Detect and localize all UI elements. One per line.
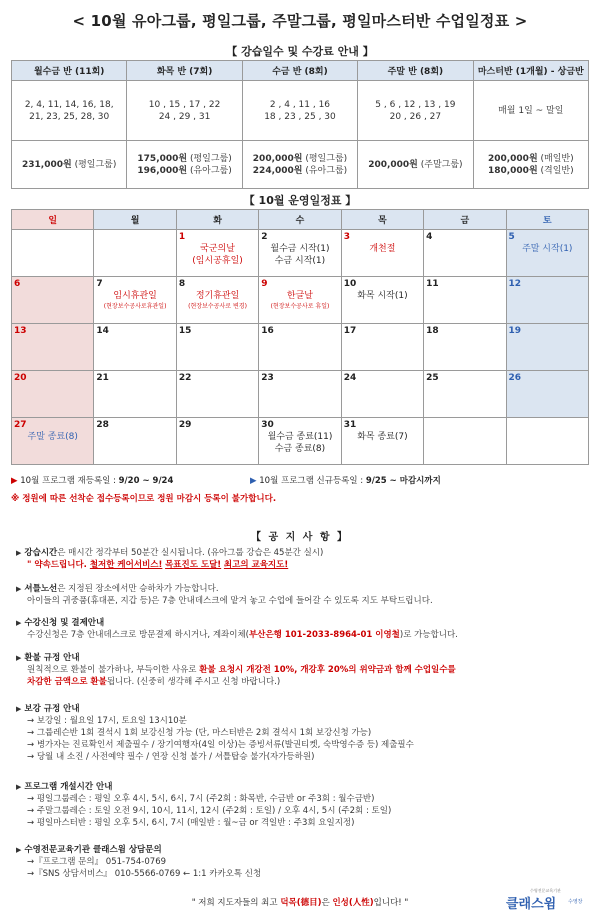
calendar-day-number: 14 (96, 326, 109, 336)
calendar-day-number: 7 (96, 279, 103, 289)
calendar-event: 주말 종료(8) (27, 432, 78, 442)
fee-dates-cell: 5 , 6 , 12 , 13 , 19 20 , 26 , 27 (358, 81, 473, 141)
calendar-day-cell (12, 324, 94, 371)
calendar-day-cell (94, 230, 176, 277)
calendar-day-number: 29 (178, 420, 192, 430)
calendar-day-number: 6 (14, 279, 21, 289)
calendar-day-cell (424, 230, 506, 277)
fee-header: 마스터반 (1개월) - 상금반 (473, 61, 588, 81)
calendar-day-cell (259, 418, 341, 465)
calendar-event: (임시공휴일) (192, 256, 243, 266)
bullet-triangle-icon: ▶ (16, 549, 22, 557)
fee-header: 월수금 반 (11회) (12, 61, 127, 81)
bullet-triangle-icon: ▶ (16, 846, 22, 854)
calendar-event: (현장보수공사로휴관일) (103, 303, 167, 310)
arrow-right-icon: ▶ (11, 476, 18, 486)
calendar-day-cell (424, 324, 506, 371)
calendar-weekday-header: 일 (12, 210, 94, 230)
calendar-event: 월수금 시작(1) (270, 244, 330, 254)
calendar-day-cell (12, 277, 94, 324)
calendar-event: 수금 종료(8) (274, 444, 326, 454)
calendar-event: 국군의날 (200, 244, 235, 254)
bullet-triangle-icon: ▶ (16, 619, 22, 627)
calendar-day-cell (176, 371, 258, 418)
calendar-day-cell (94, 418, 176, 465)
calendar-day-cell (94, 324, 176, 371)
calendar-day-number: 3 (343, 232, 350, 242)
calendar-day-number: 13 (14, 326, 27, 336)
calendar-day-number: 22 (178, 373, 192, 383)
calendar-day-cell (176, 277, 258, 324)
calendar-day-cell (506, 230, 588, 277)
fee-dates-cell: 매월 1일 ~ 말일 (473, 81, 588, 141)
calendar-day-cell (12, 230, 94, 277)
calendar-day-number: 10 (343, 279, 357, 289)
notice-program-hours: ▶ 프로그램 개설시간 안내 → 평일그룹레슨 : 평일 오후 4시, 5시, 6시, 7시 (주2회 : 화목반, 수금반 or 주3회 : 월수금반) → 주말그룹레슨 : 토일 오전 9시, 10시, 11시, 12시 (주2회 : 토일) / 오후 4시, 5시 (주2회 : 토일) → 평일마스터반 : 평일 오후 5시, 6시, 7시 (매일반 : 월~금 or 격일반 : 주3회 요일지정) (16, 782, 392, 828)
calendar-day-number: 8 (178, 279, 186, 289)
calendar-day-number: 27 (14, 420, 27, 430)
notice-title: 【 공 지 사 항 】 (250, 532, 350, 543)
fee-header: 화목 반 (7회) (127, 61, 242, 81)
calendar-day-number: 2 (261, 232, 268, 242)
calendar-day-number: 31 (343, 420, 357, 430)
calendar-day-cell (12, 418, 94, 465)
calendar-day-cell (506, 418, 588, 465)
notice-makeup: ▶ 보강 규정 안내 → 보강일 : 월요일 17시, 토요일 13시10분 → 그룹레슨반 1회 결석시 1회 보강신청 가능 (단, 마스터반은 2회 결석시 1회 보강신청 가능) → 병가자는 진료확인서 제출필수 / 장기여행자(4일 이상)는 증빙서류(발권티켓, 숙박영수증 등) 제출필수 → 당월 내 소진 / 사전예약 필수 / 연장 신청 불가 / 셔틀탑승 불가(자가등하원) (16, 704, 414, 762)
calendar-event: 주말 시작(1) (522, 244, 573, 254)
calendar-day-cell (341, 324, 423, 371)
fee-header: 수금 반 (8회) (242, 61, 357, 81)
re-registration-notice: ▶ 10월 프로그램 재등록일 : 9/20 ~ 9/24 (11, 476, 174, 486)
calendar-day-cell (424, 371, 506, 418)
calendar-day-number: 17 (343, 326, 357, 336)
fee-section-title: 【 강습일수 및 수강료 안내 】 (226, 45, 374, 58)
calendar-day-number: 23 (261, 373, 274, 383)
calendar-day-number: 28 (96, 420, 109, 430)
calendar-day-number: 18 (426, 326, 439, 336)
calendar-day-cell (259, 277, 341, 324)
notice-payment: ▶ 수강신청 및 결제안내 수강신청은 7층 안내데스크로 방문결제 하시거나, 계좌이체(부산은행 101-2033-8964-01 이영철)로 가능합니다. (16, 618, 458, 640)
fee-table (11, 60, 589, 189)
calendar-event: 개천절 (369, 244, 396, 254)
calendar-day-number: 25 (426, 373, 439, 383)
notice-refund: ▶ 환불 규정 안내 원칙적으로 환불이 불가하나, 부득이한 사유로 환불 요청시 개강전 10%, 개강후 20%의 위약금과 함께 수업일수를 차감한 금액으로 환불됩니다. (신중히 생각해 주시고 신청 바랍니다.) (16, 653, 456, 687)
calendar-day-number: 19 (508, 326, 522, 336)
arrow-right-icon: ▶ (250, 476, 257, 486)
calendar-day-cell (506, 371, 588, 418)
calendar-day-number: 16 (261, 326, 274, 336)
calendar-day-cell (341, 418, 423, 465)
calendar-day-cell (94, 371, 176, 418)
brand-logo: 수영전문교육기관 클래스윔 수영장 (506, 888, 583, 912)
fee-dates-cell: 2, 4, 11, 14, 16, 18, 21, 23, 25, 28, 30 (12, 81, 127, 141)
fee-price-cell: 231,000원 (평일그룹) (12, 141, 127, 189)
calendar-day-number: 4 (426, 232, 433, 242)
calendar-day-cell (12, 371, 94, 418)
bullet-triangle-icon: ▶ (16, 654, 22, 662)
calendar-day-number: 24 (343, 373, 357, 383)
fee-header: 주말 반 (8회) (358, 61, 473, 81)
calendar-day-cell (259, 324, 341, 371)
calendar-day-number: 5 (508, 232, 515, 242)
notice-class-time: ▶ 강습시간은 매시간 정각부터 50분간 실시됩니다. (유아그룹 강습은 45분간 실시) " 약속드립니다. 철저한 케어서비스! 목표진도 도달! 최고의 교육지도! (16, 548, 324, 570)
calendar-day-cell (341, 277, 423, 324)
calendar-event: 한글날 (286, 291, 314, 301)
calendar-day-number: 11 (426, 279, 439, 289)
calendar-event: 임시휴관일 (113, 291, 157, 301)
calendar-event: 수금 시작(1) (274, 256, 326, 266)
calendar-table (11, 209, 589, 465)
bullet-triangle-icon: ▶ (16, 705, 22, 713)
calendar-weekday-header: 화 (176, 210, 258, 230)
calendar-event: 정기휴관일 (195, 291, 240, 301)
calendar-day-cell (176, 324, 258, 371)
calendar-event: (현장보수공사로 휴일) (270, 303, 330, 310)
notice-shuttle: ▶ 셔틀노선은 지정된 장소에서만 승하차가 가능합니다. 아이들의 귀중품(휴대폰, 지갑 등)은 7층 안내데스크에 맡겨 놓고 수업에 들어갈 수 있도록 지도 부탁드립니다. (16, 584, 433, 606)
calendar-day-number: 26 (508, 373, 522, 383)
calendar-title: 【 10월 운영일정표 】 (243, 194, 357, 207)
calendar-day-number: 21 (96, 373, 109, 383)
calendar-day-cell (506, 324, 588, 371)
calendar-day-cell (506, 277, 588, 324)
capacity-warning: ※ 정원에 따른 선착순 접수등록이므로 정원 마감시 등록이 불가합니다. (11, 494, 277, 504)
calendar-day-cell (341, 230, 423, 277)
calendar-weekday-header: 목 (341, 210, 423, 230)
fee-dates-cell: 2 , 4 , 11 , 16 18 , 23 , 25 , 30 (242, 81, 357, 141)
fee-price-cell: 200,000원 (주말그룹) (358, 141, 473, 189)
page-title: < 10월 유아그룹, 평일그룹, 주말그룹, 평일마스터반 수업일정표 > (72, 12, 528, 30)
footer-motto: " 저희 지도자들의 최고 덕목(德目)은 인성(人性)입니다! " (191, 898, 409, 908)
calendar-day-cell (341, 371, 423, 418)
calendar-day-number: 1 (178, 232, 186, 242)
calendar-event: 월수금 종료(11) (267, 432, 333, 442)
calendar-day-number: 15 (178, 326, 192, 336)
new-registration-notice: ▶ 10월 프로그램 신규등록일 : 9/25 ~ 마감시까지 (250, 476, 441, 486)
bullet-triangle-icon: ▶ (16, 585, 22, 593)
calendar-day-cell (424, 418, 506, 465)
notice-contact: ▶ 수영전문교육기관 클래스윔 상담문의 →『프로그램 문의』 051-754-0769 →『SNS 상담서비스』 010-5566-0769 ← 1:1 카카오톡 신청 (16, 845, 262, 879)
calendar-weekday-header: 월 (94, 210, 176, 230)
calendar-day-cell (259, 230, 341, 277)
fee-price-cell: 200,000원 (평일그룹) 224,000원 (유아그룹) (242, 141, 357, 189)
calendar-weekday-header: 토 (506, 210, 588, 230)
calendar-weekday-header: 금 (424, 210, 506, 230)
fee-dates-cell: 10 , 15 , 17 , 22 24 , 29 , 31 (127, 81, 242, 141)
calendar-event: 화목 시작(1) (357, 291, 408, 301)
fee-price-cell: 200,000원 (매일반) 180,000원 (격일반) (473, 141, 588, 189)
calendar-day-number: 30 (261, 420, 274, 430)
calendar-day-number: 12 (508, 279, 522, 289)
bullet-triangle-icon: ▶ (16, 783, 22, 791)
fee-price-cell: 175,000원 (평일그룹) 196,000원 (유아그룹) (127, 141, 242, 189)
calendar-day-cell (259, 371, 341, 418)
calendar-event: (현장보수공사로 변경) (188, 303, 247, 310)
calendar-event: 화목 종료(7) (357, 432, 408, 442)
calendar-day-number: 9 (261, 279, 268, 289)
calendar-day-cell (176, 418, 258, 465)
calendar-day-cell (176, 230, 258, 277)
calendar-day-number: 20 (14, 373, 27, 383)
calendar-day-cell (424, 277, 506, 324)
calendar-day-cell (94, 277, 176, 324)
calendar-weekday-header: 수 (259, 210, 341, 230)
